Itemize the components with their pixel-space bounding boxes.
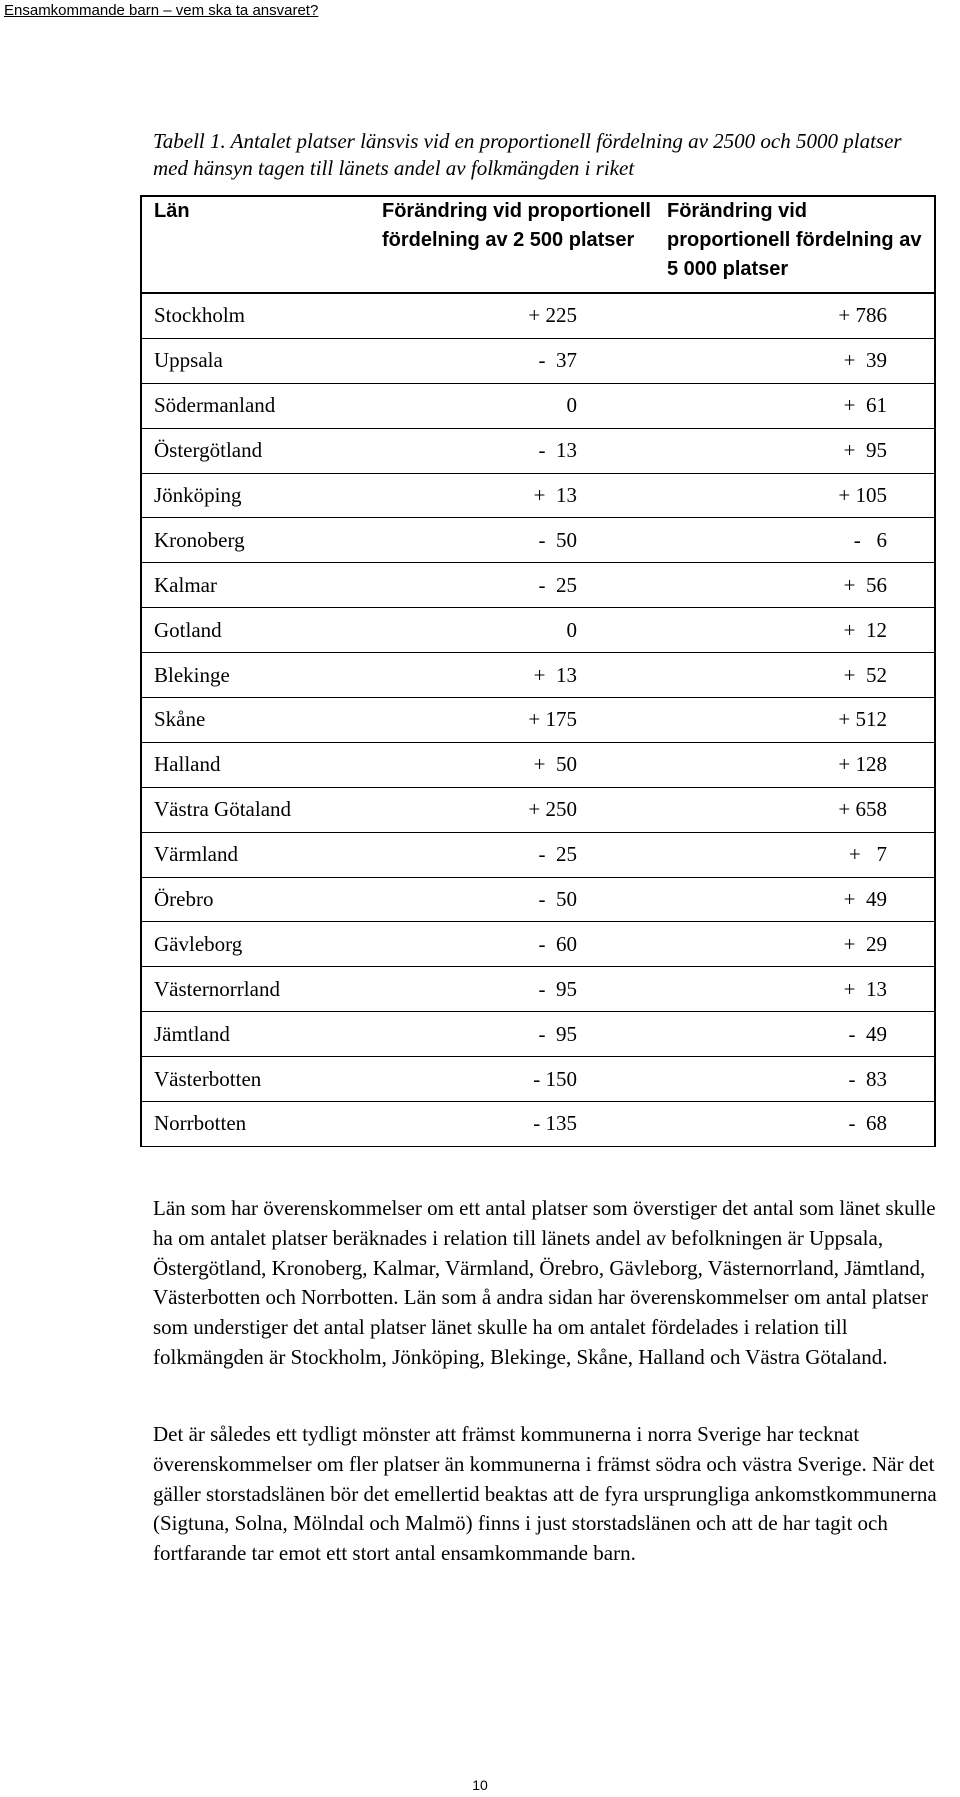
- table-row: [141, 1057, 935, 1102]
- county-name: Västernorrland: [141, 967, 372, 1012]
- page-number: 10: [472, 1777, 488, 1793]
- change-5000-value: + 39: [843, 348, 887, 373]
- table-body: [141, 293, 935, 1146]
- county-name: Uppsala: [141, 338, 372, 383]
- change-5000-value: + 786: [838, 303, 887, 328]
- county-name: Kronoberg: [141, 518, 372, 563]
- county-name: Blekinge: [141, 653, 372, 698]
- table-row: [141, 967, 935, 1012]
- change-2500-value: + 225: [528, 303, 577, 328]
- change-2500-value: 0: [566, 393, 577, 418]
- change-2500-value: - 25: [538, 842, 577, 867]
- table-row: [141, 473, 935, 518]
- county-name: Jönköping: [141, 473, 372, 518]
- change-5000-value: - 6: [853, 527, 887, 552]
- table-row: [141, 877, 935, 922]
- change-5000-value: + 61: [843, 393, 887, 418]
- table-caption: Tabell 1. Antalet platser länsvis vid en proportionell fördelning av 2500 och 5000 platser med hänsyn tagen till länets andel av folkmängden i riket: [153, 129, 902, 180]
- change-2500-value: 0: [566, 617, 577, 642]
- change-2500-value: - 25: [538, 572, 577, 597]
- change-2500-value: + 13: [533, 662, 577, 687]
- change-5000-value: + 7: [848, 842, 887, 867]
- column-header-5000: Förändring vid proportionell fördelning av 5 000 platser: [657, 196, 935, 293]
- county-name: Södermanland: [141, 383, 372, 428]
- change-2500-value: + 13: [533, 483, 577, 507]
- change-5000-value: + 29: [843, 931, 887, 956]
- table-row: [141, 698, 935, 743]
- county-name: Norrbotten: [141, 1102, 372, 1147]
- county-name: Örebro: [141, 877, 372, 922]
- change-2500-value: - 60: [538, 931, 577, 956]
- table-row: [141, 1012, 935, 1057]
- table-header-row: [141, 196, 935, 293]
- change-2500-value: - 37: [538, 348, 577, 373]
- column-header-lan: Län: [141, 196, 372, 293]
- county-name: Västerbotten: [141, 1057, 372, 1102]
- table-row: [141, 338, 935, 383]
- change-2500-value: + 175: [528, 707, 577, 732]
- table-row: [141, 428, 935, 473]
- change-5000-value: + 12: [843, 617, 887, 642]
- change-5000-value: + 13: [843, 976, 887, 1001]
- table-row: [141, 653, 935, 698]
- table-row: [141, 293, 935, 338]
- county-places-table: [140, 195, 936, 1147]
- change-2500-value: - 50: [538, 527, 577, 552]
- change-2500-value: - 150: [533, 1066, 577, 1091]
- paragraph-2: Det är således ett tydligt mönster att främst kommunerna i norra Sverige har tecknat överenskommelser om fler platser än kommunerna i främst södra och västra Sverige. När det gäller storstadslänen bör det emellertid beaktas att de fyra ursprungliga ankomstkommunerna (Sigtuna, Solna, Mölndal och Malmö) finns i just storstadslänen och att de har tagit och fortfarande tar emot ett stort antal ensamkommande barn.: [153, 1422, 937, 1566]
- table-row: [141, 787, 935, 832]
- table-row: [141, 742, 935, 787]
- county-name: Gävleborg: [141, 922, 372, 967]
- county-name: Gotland: [141, 608, 372, 653]
- change-5000-value: + 56: [843, 572, 887, 597]
- change-5000-value: - 68: [848, 1111, 887, 1136]
- change-5000-value: + 128: [838, 752, 887, 777]
- change-2500-value: - 50: [538, 887, 577, 912]
- column-header-2500: Förändring vid proportionell fördelning av 2 500 platser: [372, 196, 657, 293]
- table-row: [141, 922, 935, 967]
- change-2500-value: - 135: [533, 1111, 577, 1136]
- change-5000-value: - 83: [848, 1066, 887, 1091]
- table-row: [141, 563, 935, 608]
- county-name: Västra Götaland: [141, 787, 372, 832]
- county-name: Östergötland: [141, 428, 372, 473]
- county-name: Halland: [141, 742, 372, 787]
- county-name: Kalmar: [141, 563, 372, 608]
- change-5000-value: - 49: [848, 1021, 887, 1046]
- change-2500-value: - 95: [538, 976, 577, 1001]
- table-row: [141, 518, 935, 563]
- change-5000-value: + 658: [838, 797, 887, 822]
- running-header: Ensamkommande barn – vem ska ta ansvaret?: [4, 2, 319, 19]
- county-name: Jämtland: [141, 1012, 372, 1057]
- change-2500-value: - 95: [538, 1021, 577, 1046]
- change-2500-value: - 13: [538, 438, 577, 463]
- change-5000-value: + 105: [838, 483, 887, 507]
- county-name: Skåne: [141, 698, 372, 743]
- change-5000-value: + 512: [838, 707, 887, 732]
- table-row: [141, 383, 935, 428]
- change-5000-value: + 52: [843, 662, 887, 687]
- table-row: [141, 608, 935, 653]
- county-name: Värmland: [141, 832, 372, 877]
- change-2500-value: + 250: [528, 797, 577, 822]
- table-row: [141, 832, 935, 877]
- county-name: Stockholm: [141, 293, 372, 338]
- table-row: [141, 1102, 935, 1147]
- paragraph-1: Län som har överenskommelser om ett antal platser som överstiger det antal som länet skulle ha om antalet platser beräknades i relation till länets andel av befolkningen är Uppsala, Östergötland, Kronoberg, Kalmar, Värmland, Örebro, Gävleborg, Västernorrland, Jämtland, Västerbotten och Norrbotten. Län som å andra sidan har överenskommelser om antal platser som understiger det antal platser länet skulle ha om antalet fördelades i relation till folkmängden är Stockholm, Jönköping, Blekinge, Skåne, Halland och Västra Götaland.: [153, 1196, 936, 1369]
- change-5000-value: + 49: [843, 887, 887, 912]
- change-2500-value: + 50: [533, 752, 577, 777]
- change-5000-value: + 95: [843, 438, 887, 463]
